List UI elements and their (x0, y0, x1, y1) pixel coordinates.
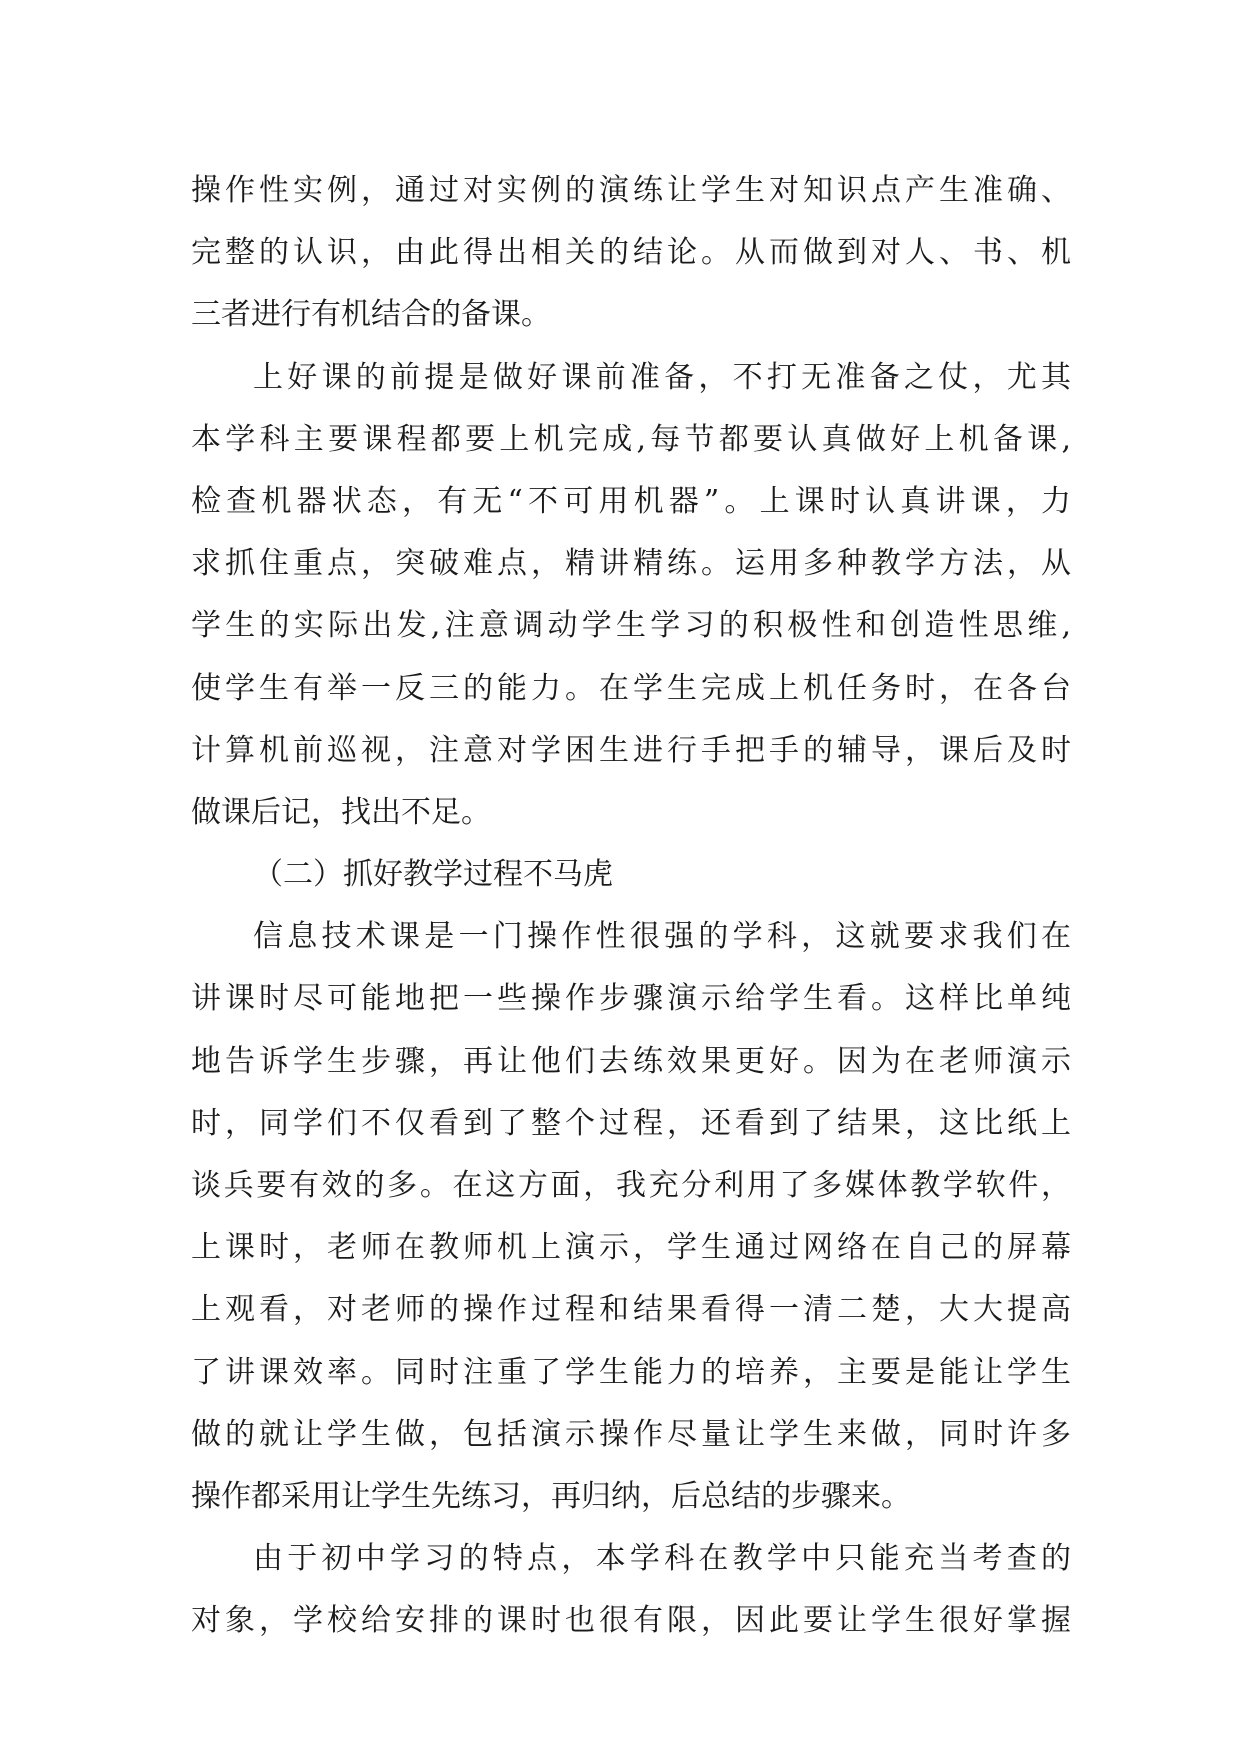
text-line: 使学生有举一反三的能力。在学生完成上机任务时，在各台 (191, 670, 1071, 706)
paragraph-start-line: 由于初中学习的特点，本学科在教学中只能充当考查的 (253, 1541, 1071, 1577)
text-line: 地告诉学生步骤，再让他们去练效果更好。因为在老师演示 (191, 1043, 1071, 1079)
text-line: 时，同学们不仅看到了整个过程，还看到了结果，这比纸上 (191, 1105, 1071, 1141)
text-line: 上观看，对老师的操作过程和结果看得一清二楚，大大提高 (191, 1292, 1071, 1328)
text-line: 操作都采用让学生先练习，再归纳，后总结的步骤来。 (191, 1478, 911, 1514)
paragraph-start-line: 上好课的前提是做好课前准备，不打无准备之仗，尤其 (253, 359, 1071, 395)
text-line: 讲课时尽可能地把一些操作步骤演示给学生看。这样比单纯 (191, 981, 1071, 1017)
text-line: 了讲课效率。同时注重了学生能力的培养，主要是能让学生 (191, 1354, 1071, 1390)
paragraph-start-line: 信息技术课是一门操作性很强的学科，这就要求我们在 (253, 919, 1071, 955)
text-line: 对象，学校给安排的课时也很有限，因此要让学生很好掌握 (191, 1603, 1071, 1639)
text-line: 求抓住重点，突破难点，精讲精练。运用多种教学方法，从 (191, 546, 1071, 582)
text-line: 做课后记，找出不足。 (191, 794, 491, 830)
text-line: 本学科主要课程都要上机完成,每节都要认真做好上机备课, (191, 421, 1071, 457)
text-line: 三者进行有机结合的备课。 (191, 297, 551, 333)
text-line: 做的就让学生做，包括演示操作尽量让学生来做，同时许多 (191, 1416, 1071, 1452)
text-line: 上课时，老师在教师机上演示，学生通过网络在自己的屏幕 (191, 1230, 1071, 1266)
document-body (191, 160, 1071, 1653)
text-line: 完整的认识，由此得出相关的结论。从而做到对人、书、机 (191, 235, 1071, 271)
section-heading: （二）抓好教学过程不马虎 (253, 857, 613, 893)
text-line: 学生的实际出发,注意调动学生学习的积极性和创造性思维, (191, 608, 1071, 644)
text-line: 检查机器状态，有无“不可用机器”。上课时认真讲课，力 (191, 483, 1071, 519)
text-line: 操作性实例，通过对实例的演练让学生对知识点产生准确、 (191, 173, 1071, 208)
text-line: 计算机前巡视，注意对学困生进行手把手的辅导，课后及时 (191, 732, 1071, 768)
text-line: 谈兵要有效的多。在这方面，我充分利用了多媒体教学软件， (191, 1168, 1071, 1203)
